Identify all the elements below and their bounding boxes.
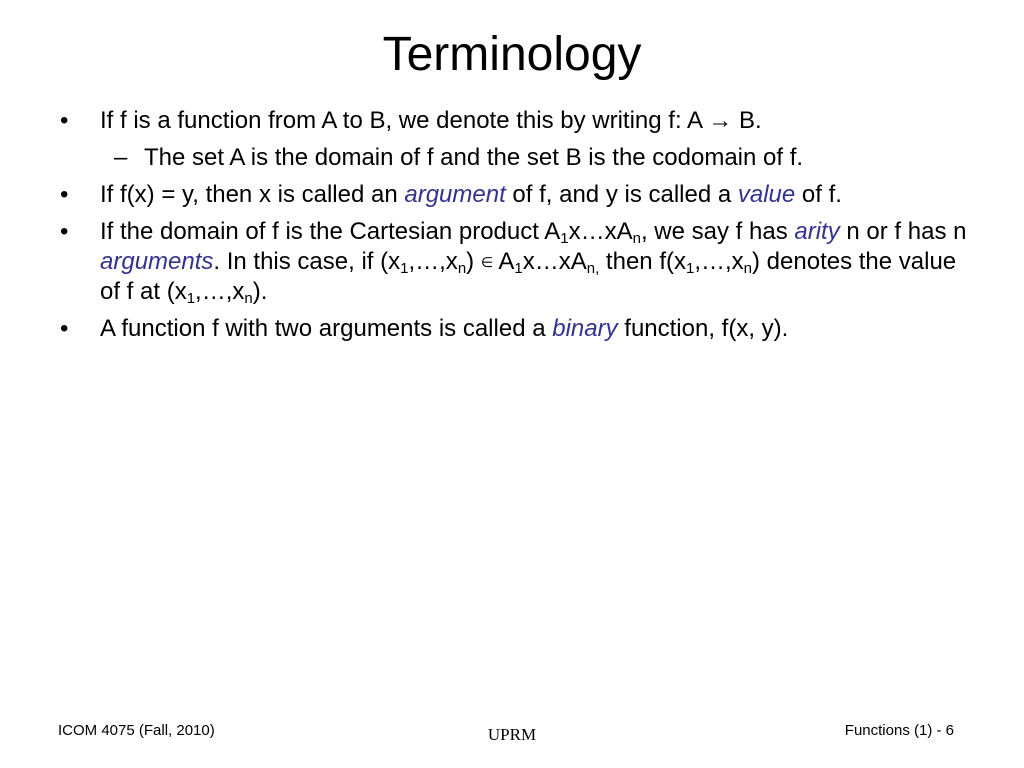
bullet-marker: • [60, 181, 69, 208]
text-run: x…xA [568, 218, 633, 245]
text-run: of f. [795, 181, 842, 208]
footer-institution: UPRM [487, 725, 537, 744]
text-run: ,…,x [195, 278, 245, 305]
text-run: then f(x [599, 248, 686, 275]
text-run: ,…,x [408, 248, 458, 275]
subscript: 1 [560, 230, 569, 247]
slide-body [58, 106, 978, 351]
subscript: n [457, 260, 467, 277]
text-run: x…xA [522, 248, 587, 275]
bullet-item-arity [58, 217, 978, 307]
bullet-marker: • [60, 218, 69, 245]
sub-bullet-text: The set A is the domain of f and the set B is the codomain of f. [144, 144, 804, 171]
subscript: n [632, 230, 641, 247]
bullet-text: If f is a function from A to B, we denote this by writing f: A → B. [100, 107, 762, 134]
term-arity: arity [794, 218, 840, 245]
text-run: ) denotes the value of f at (x [100, 248, 957, 305]
text-run: If f(x) = y, then x is called an [100, 181, 405, 208]
bullet-marker: • [60, 107, 69, 134]
text-run: ). [252, 278, 268, 305]
text-run: ,…,x [694, 248, 744, 275]
slide-title: Terminology [382, 28, 642, 81]
text-run: , we say f has [640, 218, 795, 245]
footer-course: ICOM 4075 (Fall, 2010) [58, 722, 215, 739]
subscript: 1 [685, 260, 695, 277]
element-of-symbol: ∈ [480, 254, 494, 270]
bullet-item-argument-value [58, 180, 978, 210]
term-arguments: arguments [100, 248, 214, 275]
bullet-marker: • [60, 315, 69, 342]
term-argument: argument [404, 181, 506, 208]
subscript: n, [586, 260, 600, 277]
bullet-item-binary [58, 314, 978, 344]
text-run: . In this case, if (x [213, 248, 401, 275]
subscript: 1 [186, 290, 196, 307]
term-value: value [737, 181, 796, 208]
subscript: 1 [514, 260, 523, 277]
text-run: A function f with two arguments is called a [100, 315, 553, 342]
text-run: If the domain of f is the Cartesian product A [100, 218, 561, 245]
subscript: 1 [400, 260, 409, 277]
subscript: n [743, 260, 753, 277]
text-run: n or f has n [839, 218, 967, 245]
sub-bullet-domain-codomain [58, 143, 978, 173]
text-run: function, f(x, y). [617, 315, 789, 342]
bullet-item-function-notation [58, 106, 978, 136]
text-run: ) [466, 248, 481, 275]
text-run: A [493, 248, 515, 275]
dash-marker: – [114, 144, 128, 171]
text-run: of f, and y is called a [505, 181, 738, 208]
footer-slide-number: Functions (1) - 6 [844, 722, 954, 739]
subscript: n [244, 290, 253, 307]
term-binary: binary [552, 315, 618, 342]
